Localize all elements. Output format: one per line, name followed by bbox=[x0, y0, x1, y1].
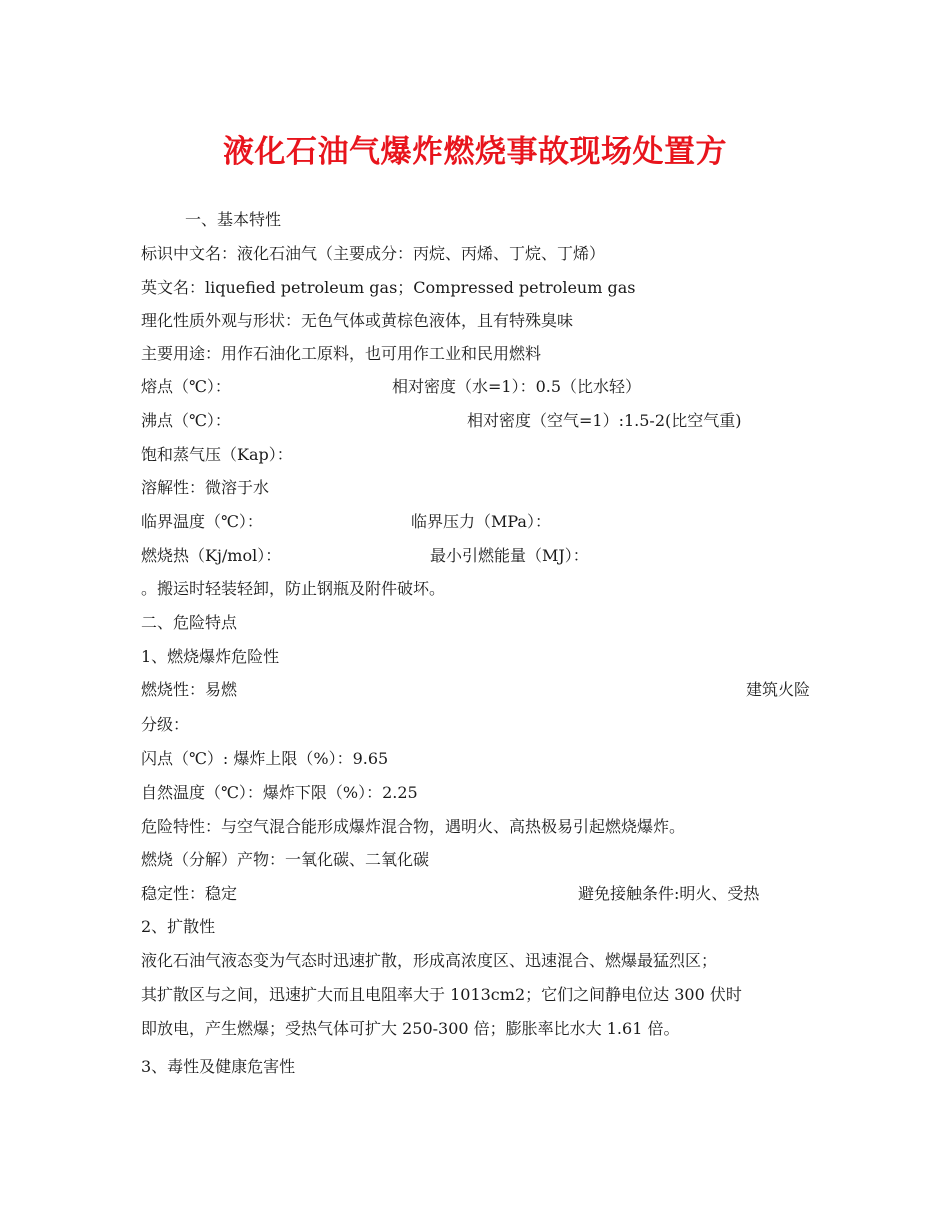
melting-point-row bbox=[141, 376, 231, 398]
critical-temperature-label: 临界温度（℃）： bbox=[141, 512, 263, 531]
section-heading-hazards: 二、危险特点 bbox=[141, 613, 238, 632]
diffusion-paragraph-line-3: 即放电，产生燃爆；受热气体可扩大 250-300 倍；膨胀率比水大 1.61 倍。 bbox=[141, 1019, 680, 1038]
chinese-name-line: 标识中文名：液化石油气（主要成分：丙烷、丙烯、丁烷、丁烯） bbox=[141, 244, 606, 263]
hazard-characteristics-line: 危险特性：与空气混合能形成爆炸混合物，遇明火、高热极易引起燃烧爆炸。 bbox=[141, 817, 686, 836]
handling-line: 。搬运时轻装轻卸，防止钢瓶及附件破坏。 bbox=[141, 579, 446, 598]
stability-line: 稳定性：稳定 bbox=[141, 884, 238, 903]
relative-density-water: 相对密度（水=1）：0.5（比水轻） bbox=[392, 377, 642, 396]
appearance-line: 理化性质外观与形状：无色气体或黄棕色液体，且有特殊臭味 bbox=[141, 311, 574, 330]
subheading-toxicity: 3、毒性及健康危害性 bbox=[141, 1057, 296, 1076]
solubility-line: 溶解性：微溶于水 bbox=[141, 478, 270, 497]
subheading-diffusion: 2、扩散性 bbox=[141, 917, 216, 936]
vapor-pressure-line: 饱和蒸气压（Kap）： bbox=[141, 445, 293, 464]
avoid-conditions-line: 避免接触条件:明火、受热 bbox=[578, 884, 760, 903]
melting-point-label: 熔点（℃）： bbox=[141, 377, 231, 396]
flammability-line: 燃烧性：易燃 bbox=[141, 680, 238, 699]
combustion-heat-label: 燃烧热（Kj/mol）： bbox=[141, 546, 282, 565]
usage-line: 主要用途：用作石油化工原料，也可用作工业和民用燃料 bbox=[141, 344, 542, 363]
diffusion-paragraph-line-2: 其扩散区与之间，迅速扩大而且电阻率大于 1013cm2；它们之间静电位达 300 伏时 bbox=[141, 985, 742, 1004]
diffusion-paragraph-line-1: 液化石油气液态变为气态时迅速扩散，形成高浓度区、迅速混合、燃爆最猛烈区； bbox=[141, 951, 718, 970]
relative-density-air: 相对密度（空气=1）:1.5-2(比空气重) bbox=[467, 411, 742, 430]
section-heading-basic-properties: 一、基本特性 bbox=[185, 210, 282, 229]
document-title: 液化石油气爆炸燃烧事故现场处置方 bbox=[223, 134, 727, 170]
flash-point-line: 闪点（℃）: 爆炸上限（%）：9.65 bbox=[141, 749, 389, 768]
min-ignition-energy-label: 最小引燃能量（MJ）： bbox=[430, 546, 589, 565]
fire-class-label: 建筑火险 bbox=[745, 680, 810, 699]
fire-class-continued: 分级： bbox=[141, 715, 190, 734]
autoignition-line: 自然温度（℃）：爆炸下限（%）：2.25 bbox=[141, 783, 418, 802]
critical-pressure-label: 临界压力（MPa）： bbox=[411, 512, 551, 531]
subheading-fire-explosion: 1、燃烧爆炸危险性 bbox=[141, 647, 280, 666]
boiling-point-label: 沸点（℃）： bbox=[141, 411, 231, 430]
english-name-line: 英文名：liquefied petroleum gas；Compressed petroleum gas bbox=[141, 278, 636, 297]
combustion-products-line: 燃烧（分解）产物：一氧化碳、二氧化碳 bbox=[141, 850, 430, 869]
